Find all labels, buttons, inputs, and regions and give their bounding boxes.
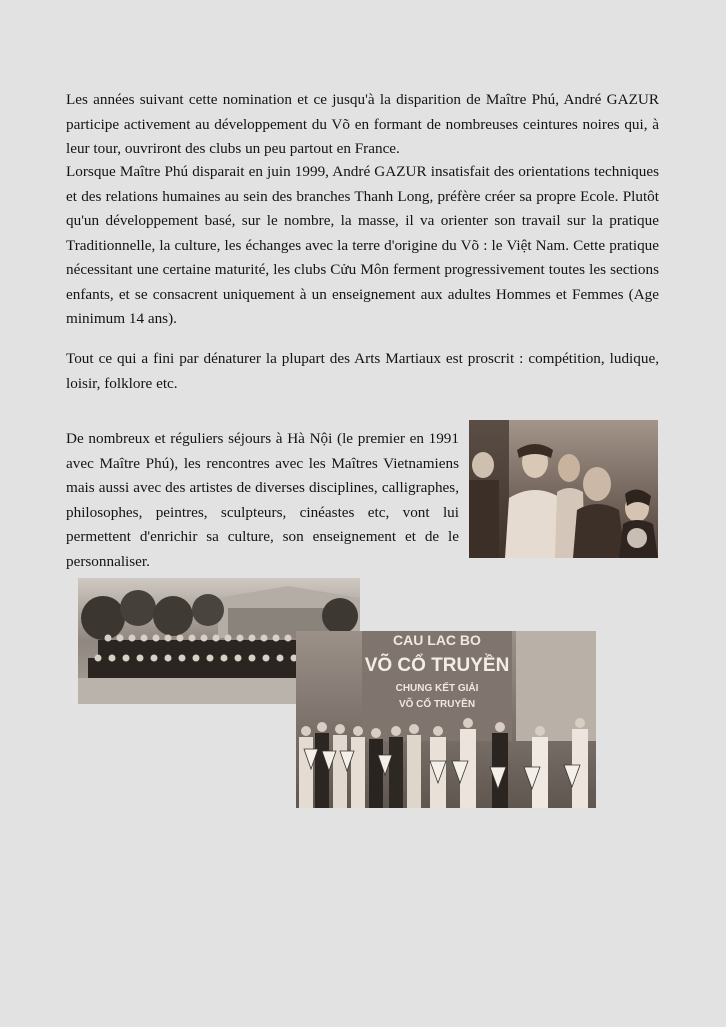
paragraph-nomination: Les années suivant cette nomination et ce jusqu'à la disparition de Maître Phú, André GAZUR participe activement au développement du Võ en formant de nombreuses ceintures noires qui, à leur tour, ouvriront des clubs un peu partout en France.	[66, 91, 659, 157]
paragraph-hanoi-stays: De nombreux et réguliers séjours à Hà Nội (le premier en 1991 avec Maître Phú), les rencontres avec les Maîtres Vietnamiens mais aussi avec des artistes de diverses disciplines, calligraphes, philosophes, peintres, sculpteurs, cinéastes etc, vont lui permettent d'enrichir sa culture, son enseignement et de le personnaliser.	[66, 430, 459, 570]
photo-competition-ceremony	[296, 631, 596, 808]
banner-line-3: CHUNG KẾT GIẢI	[395, 683, 479, 694]
paragraph-own-school: Lorsque Maître Phú disparait en juin 1999, André GAZUR insatisfait des orientations techniques et des relations humaines au sein des branches Thanh Long, préfère créer sa propre Ecole. Plutôt qu'un développement basé, sur le nombre, la masse, il va orienter son travail sur la pratique Traditionnelle, la culture, les échanges avec la terre d'origine du Võ : le Việt Nam. Cette pratique nécessitant une certaine maturité, les clubs Cửu Môn ferment progressivement toutes les sections enfants, et se consacrent uniquement à un enseignement aux adultes Hommes et Femmes (Age minimum 14 ans).	[66, 163, 659, 327]
banner-line-2: VÕ CỔ TRUYỀN	[364, 655, 510, 676]
banner-line-4: VÕ CỔ TRUYỀN	[398, 699, 476, 710]
banner-line-1: CAU LAC BO	[393, 632, 481, 648]
photo-masters-portrait	[469, 420, 658, 558]
paragraph-proscribed: Tout ce qui a fini par dénaturer la plupart des Arts Martiaux est proscrit : compétition, ludique, loisir, folklore etc.	[66, 350, 659, 392]
